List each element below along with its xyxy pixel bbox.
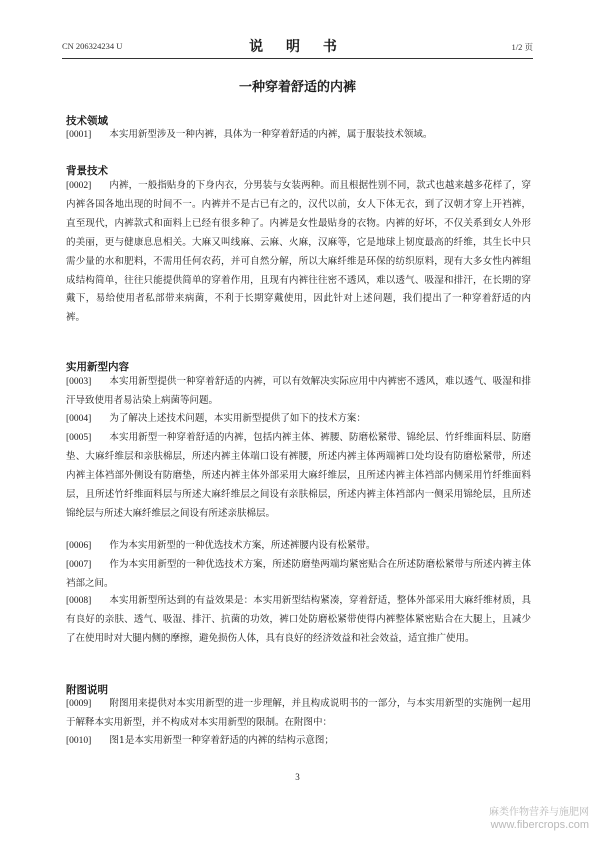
section-heading-background: 背景技术 bbox=[66, 165, 108, 177]
document-title: 一种穿着舒适的内裤 bbox=[238, 80, 356, 95]
paragraph-text: 图1是本实用新型一种穿着舒适的内裤的结构示意图； bbox=[109, 735, 334, 746]
section-heading-drawings: 附图说明 bbox=[66, 684, 108, 696]
paragraph-0002 bbox=[66, 177, 531, 328]
paragraph-number: [0003] bbox=[66, 377, 92, 387]
paragraph-number: [0006] bbox=[66, 541, 92, 551]
paragraph-text: 作为本实用新型的一种优选技术方案，所述裤腰内设有松紧带。 bbox=[109, 540, 376, 551]
paragraph-number: [0007] bbox=[66, 560, 92, 570]
page-header bbox=[62, 36, 533, 59]
section-heading-content: 实用新型内容 bbox=[66, 361, 129, 373]
paragraph-number: [0004] bbox=[66, 414, 92, 424]
paragraph-text: 本实用新型所达到的有益效果是：本实用新型结构紧凑，穿着舒适，整体外部采用大麻纤维材质，具有良好的亲肤、透气、吸湿、排汗、抗菌的功效，裤口处防磨松紧带使得内裤整体紧密贴合在大腿上，且减少了在使用时对大腿内侧的摩擦，避免损伤人体，具有良好的经济效益和社会效益，适宜推广使用。 bbox=[66, 595, 531, 644]
paragraph-text: 本实用新型提供一种穿着舒适的内裤，可以有效解决实际应用中内裤密不透风，难以透气、吸湿和排汗导致使用者易沾染上病菌等问题。 bbox=[66, 376, 531, 406]
paragraph-0009 bbox=[66, 695, 531, 733]
page-number: 3 bbox=[295, 772, 300, 782]
paragraph-text: 作为本实用新型的一种优选技术方案，所述防磨垫两端均紧密贴合在所述防磨松紧带与所述内裤主体裆部之间。 bbox=[66, 559, 531, 589]
paragraph-number: [0010] bbox=[66, 736, 92, 746]
paragraph-0003 bbox=[66, 373, 531, 411]
paragraph-0004 bbox=[66, 410, 531, 429]
paragraph-text: 本实用新型一种穿着舒适的内裤，包括内裤主体、裤腰、防磨松紧带、锦纶层、竹纤维面料层、防磨垫、大麻纤维层和亲肤棉层，所述内裤主体端口设有裤腰，所述内裤主体两端裤口处均设有防磨松紧带，所述内裤主体裆部外侧设有防磨垫，所述内裤主体外部采用大麻纤维层，且所述内裤主体裆部内侧采用竹纤维面料层，且所述竹纤维面料层与所述大麻纤维层之间设有亲肤棉层，所述内裤主体裆部内一侧采用锦纶层，且所述锦纶层与所述大麻纤维层之间设有所述亲肤棉层。 bbox=[66, 432, 531, 519]
paragraph-number: [0009] bbox=[66, 699, 92, 709]
watermark bbox=[489, 806, 589, 832]
paragraph-number: [0001] bbox=[66, 130, 92, 140]
watermark-site-name: 麻类作物营养与施肥网 bbox=[489, 807, 589, 818]
paragraph-0001 bbox=[66, 126, 531, 145]
patent-number: CN 206324234 U bbox=[62, 41, 123, 51]
paragraph-0005 bbox=[66, 429, 531, 524]
paragraph-number: [0005] bbox=[66, 433, 92, 443]
section-heading-tech-field: 技术领域 bbox=[66, 115, 108, 127]
watermark-url: www.fibercrops.com bbox=[490, 819, 589, 831]
paragraph-0010 bbox=[66, 732, 531, 751]
paragraph-0006 bbox=[66, 537, 531, 556]
paragraph-0008 bbox=[66, 592, 531, 649]
paragraph-text: 本实用新型涉及一种内裤，具体为一种穿着舒适的内裤，属于服装技术领域。 bbox=[109, 129, 433, 140]
paragraph-text: 为了解决上述技术问题，本实用新型提供了如下的技术方案： bbox=[109, 413, 366, 424]
paragraph-text: 附图用来提供对本实用新型的进一步理解，并且构成说明书的一部分，与本实用新型的实施例一起用于解释本实用新型，并不构成对本实用新型的限制。在附图中： bbox=[66, 698, 531, 728]
paragraph-text: 内裤，一般指贴身的下身内衣，分男装与女装两种。而且根据性别不同，款式也越来越多花样了，穿内裤各国各地出现的时间不一。内裤并不是古已有之的，汉代以前，女人下体无衣，到了汉朝才穿上开裆裤，直至现代，内裤款式和面料上已经有很多种了。内裤是女性最贴身的衣物。内裤的好坏，不仅关系到女人外形的美丽，更与健康息息相关。大麻又叫线麻、云麻、火麻，汉麻等，它是地球上韧度最高的纤维，其生长中只需少量的水和肥料，不需用任何农药，并可自然分解，所以大麻纤维是环保的纺织原料，现有大多女性内裤组成结构简单，往往只能提供简单的穿着作用，且现有内裤往往密不透风，难以透气、吸湿和排汗，在长期的穿戴下，易给使用者私部带来病菌，不利于长期穿戴使用，因此针对上述问题，我们提出了一种穿着舒适的内裤。 bbox=[66, 180, 531, 324]
header-title: 说 明 书 bbox=[249, 39, 346, 55]
paragraph-number: [0002] bbox=[66, 181, 92, 191]
page-indicator: 1/2 页 bbox=[511, 42, 533, 52]
paragraph-0007 bbox=[66, 556, 531, 594]
paragraph-number: [0008] bbox=[66, 596, 92, 606]
